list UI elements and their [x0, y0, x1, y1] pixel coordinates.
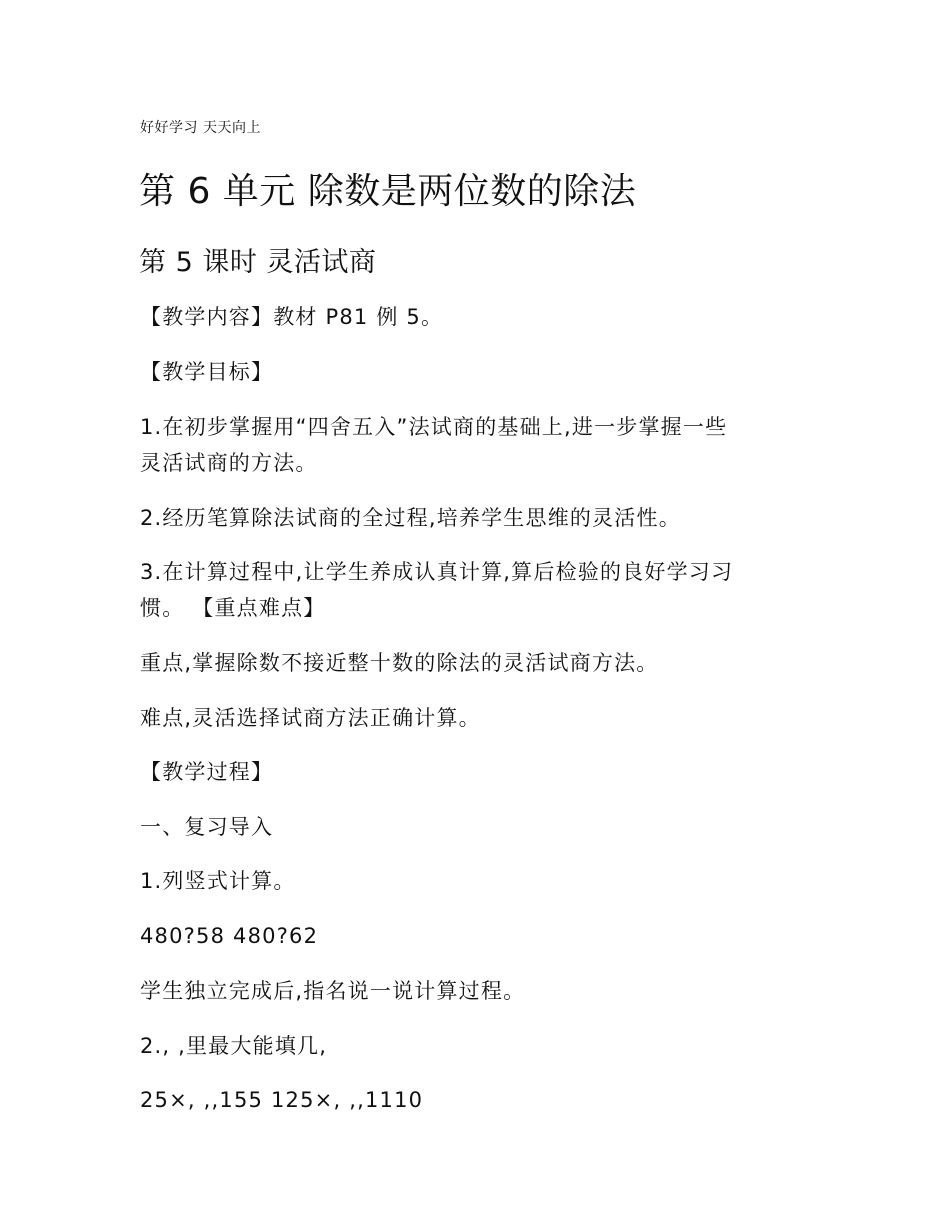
lesson-title: 第 5 课时 灵活试商 [139, 247, 377, 278]
section-review-intro: 一、复习导入 [140, 815, 274, 839]
task-2-expression: 25×, ,,155 125×, ,,1110 [140, 1088, 424, 1112]
goals-heading: 【教学目标】 [140, 360, 274, 384]
goal-2: 2.经历笔算除法试商的全过程,培养学生思维的灵活性。 [140, 506, 681, 530]
process-heading: 【教学过程】 [140, 760, 274, 784]
task-2: 2., ,里最大能填几, [140, 1034, 328, 1058]
header-note: 好好学习 天天向上 [140, 120, 261, 136]
difficulty: 难点,灵活选择试商方法正确计算。 [140, 706, 481, 730]
goal-3-line-2: 惯。 【重点难点】 [140, 596, 326, 620]
unit-title: 第 6 单元 除数是两位数的除法 [139, 171, 637, 212]
goal-3-line-1: 3.在计算过程中,让学生养成认真计算,算后检验的良好学习习 [140, 560, 734, 584]
teaching-content: 【教学内容】教材 P81 例 5。 [140, 305, 444, 329]
task-1-note: 学生独立完成后,指名说一说计算过程。 [140, 979, 526, 1003]
goal-1-line-2: 灵活试商的方法。 [140, 451, 318, 475]
key-point: 重点,掌握除数不接近整十数的除法的灵活试商方法。 [140, 651, 659, 675]
task-1: 1.列竖式计算。 [140, 869, 296, 893]
task-1-expression: 480?58 480?62 [140, 924, 319, 948]
goal-1-line-1: 1.在初步掌握用“四舍五入”法试商的基础上,进一步掌握一些 [140, 415, 728, 439]
